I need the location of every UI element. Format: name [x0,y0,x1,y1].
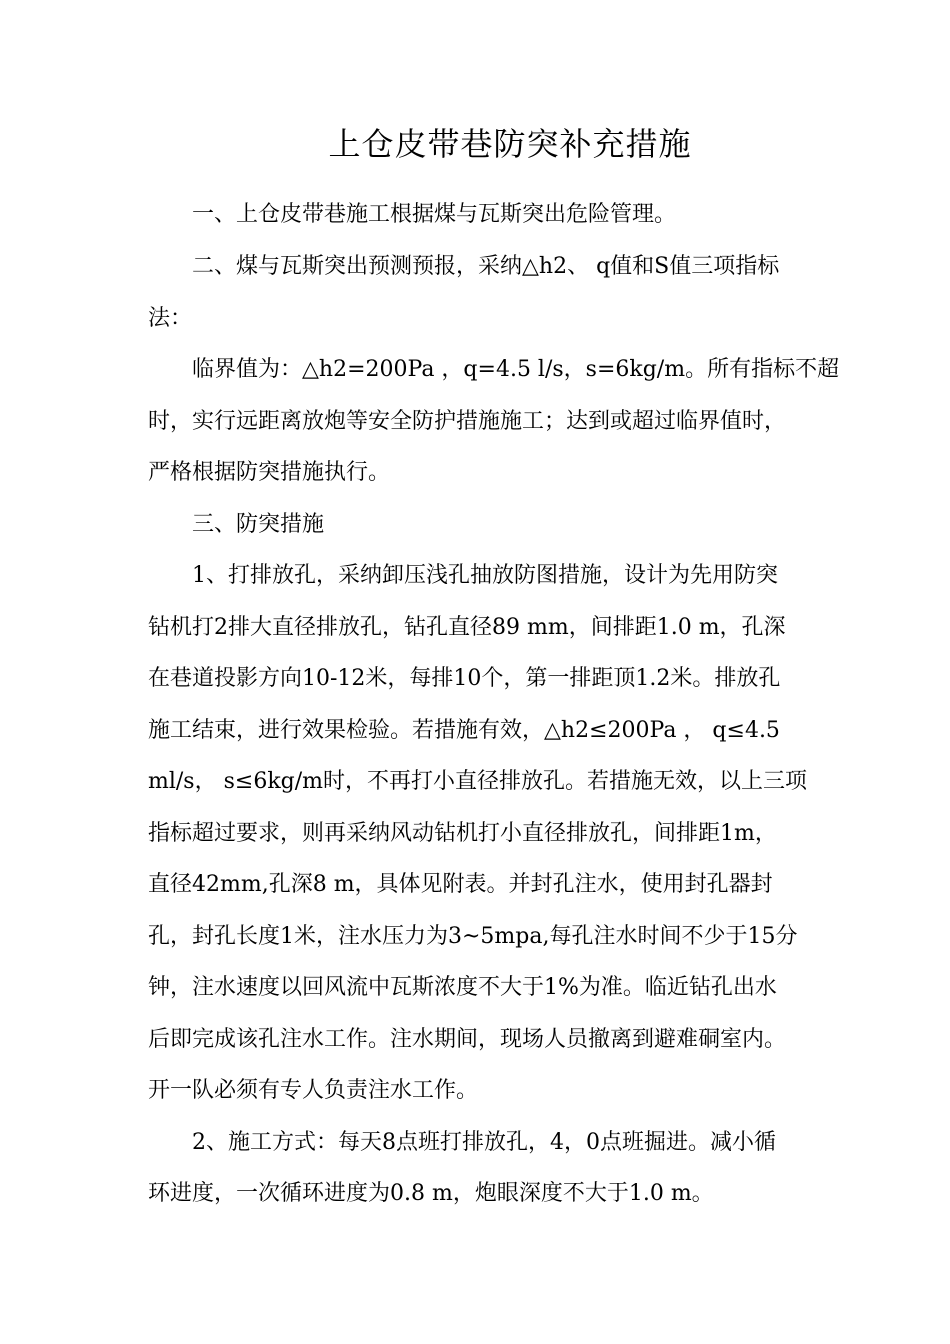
measure-1-line: ml/s， s≤6kg/m时，不再打小直径排放孔。若措施无效，以上三项 [148,769,808,794]
document-title: 上仓皮带巷防突补充措施 [328,125,692,163]
measure-1-line: 施工结束，进行效果检验。若措施有效，△h2≤200Pa ， q≤4.5 [148,718,780,743]
threshold-line: 时，实行远距离放炮等安全防护措施施工；达到或超过临界值时， [148,409,787,434]
section-3-heading: 三、防突措施 [192,512,325,537]
section-2-line: 二、煤与瓦斯突出预测预报，采纳△h2、 q值和S值三项指标 [192,254,780,279]
measure-1-line: 钟，注水速度以回风流中瓦斯浓度不大于1%为准。临近钻孔出水 [148,975,777,1000]
measure-2-line: 环进度，一次循环进度为0.8 m，炮眼深度不大于1.0 m。 [148,1181,714,1206]
measure-1-line: 在巷道投影方向10-12米，每排10个，第一排距顶1.2米。排放孔 [148,666,781,691]
section-2-line: 法： [148,306,193,331]
measure-1-line: 钻机打2排大直径排放孔，钻孔直径89 mm，间排距1.0 m，孔深 [148,615,786,640]
threshold-line: 严格根据防突措施执行。 [148,460,391,485]
measure-1-line: 1、打排放孔，采纳卸压浅孔抽放防图措施，设计为先用防突 [192,563,778,588]
measure-2-line: 2、施工方式：每天8点班打排放孔，4，0点班掘进。减小循 [192,1130,776,1155]
measure-1-line: 直径42mm,孔深8 m，具体见附表。并封孔注水，使用封孔器封 [148,872,773,897]
measure-1-line: 指标超过要求，则再采纳风动钻机打小直径排放孔，间排距1m， [148,821,777,846]
section-1-line: 一、上仓皮带巷施工根据煤与瓦斯突出危险管理。 [192,202,677,227]
measure-1-line: 开一队必须有专人负责注水工作。 [148,1078,479,1103]
measure-1-line: 后即完成该孔注水工作。注水期间，现场人员撤离到避难硐室内。 [148,1027,787,1052]
threshold-line: 临界值为：△h2=200Pa ，q=4.5 l/s，s=6kg/m。所有指标不超 [192,357,840,382]
measure-1-line: 孔，封孔长度1米，注水压力为3~5mpa,每孔注水时间不少于15分 [148,924,798,949]
